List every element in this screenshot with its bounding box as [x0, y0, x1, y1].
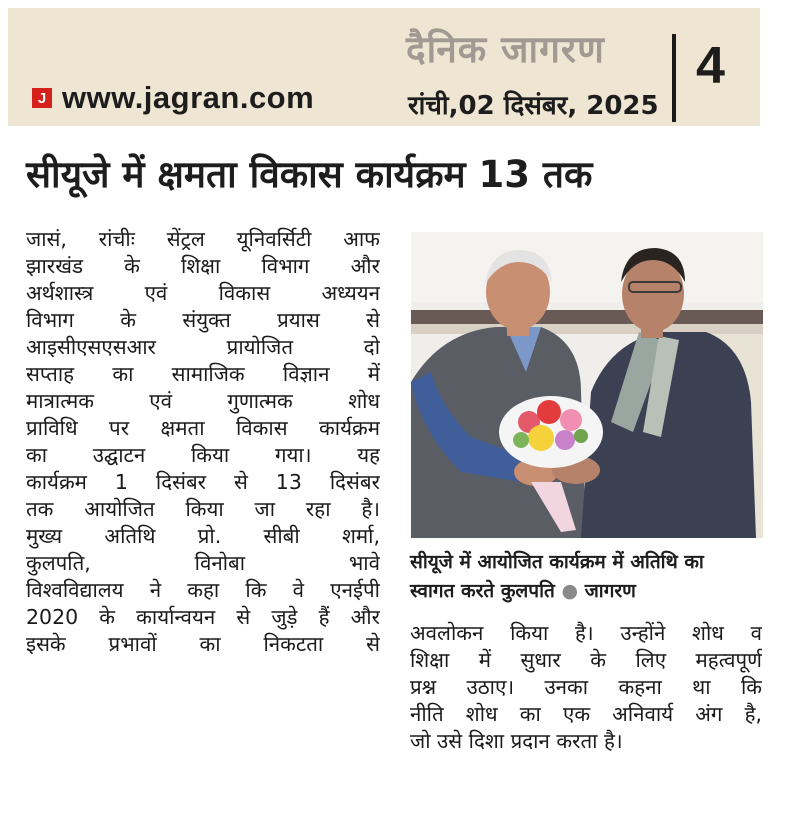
header-divider	[672, 34, 676, 122]
newspaper-header	[8, 8, 760, 126]
article-headline: सीयूजे में क्षमता विकास कार्यक्रम 13 तक	[26, 153, 593, 196]
article-text-line: अर्थशास्त्र एवं विकास अध्ययन	[26, 281, 380, 305]
article-text-line: तक आयोजित किया जा रहा है।	[26, 497, 380, 521]
article-text-line: विभाग के संयुक्त प्रयास से	[26, 308, 380, 332]
site-url: www.jagran.com	[62, 80, 315, 115]
article-text-line: सप्ताह का सामाजिक विज्ञान में	[26, 362, 380, 386]
article-text-line: आइसीएसएसआर प्रायोजित दो	[26, 335, 380, 359]
article-text-line: झारखंड के शिक्षा विभाग और	[26, 254, 380, 278]
photo-caption	[410, 548, 766, 606]
article-text-line: प्रश्न उठाए। उनका कहना था कि	[410, 675, 762, 699]
caption-line-2	[410, 577, 766, 606]
article-text-line: कुलपति, विनोबा भावे	[26, 551, 380, 575]
jagran-logo-icon: J	[32, 88, 52, 108]
site-branding	[32, 80, 314, 116]
article-body-right-column	[410, 620, 762, 755]
caption-line-1: सीयूजे में आयोजित कार्यक्रम में अतिथि का	[410, 551, 704, 573]
article-text-line: शिक्षा में सुधार के लिए महत्वपूर्ण	[410, 648, 762, 672]
article-text-line: प्राविधि पर क्षमता विकास कार्यक्रम	[26, 416, 380, 440]
article-text-line: मुख्य अतिथि प्रो. सीबी शर्मा,	[26, 524, 380, 548]
article-photo	[411, 232, 763, 538]
article-text-line: नीति शोध का एक अनिवार्य अंग है,	[410, 702, 762, 726]
photo-credit: जागरण	[584, 580, 636, 602]
article-body-left-column	[26, 226, 380, 658]
dateline: रांची,02 दिसंबर, 2025	[408, 91, 659, 121]
article-text-line: कार्यक्रम 1 दिसंबर से 13 दिसंबर	[26, 470, 380, 494]
article-text-line: 2020 के कार्यान्वयन से जुड़े हैं और	[26, 605, 380, 629]
article-text-line: मात्रात्मक एवं गुणात्मक शोध	[26, 389, 380, 413]
article-text-line: इसके प्रभावों का निकटता से	[26, 632, 380, 656]
article-text-line: अवलोकन किया है। उन्होंने शोध व	[410, 621, 762, 645]
masthead-title: दैनिक जागरण	[406, 28, 605, 71]
article-text-line: जासं, रांचीः सेंट्रल यूनिवर्सिटी आफ	[26, 227, 380, 251]
page-number: 4	[696, 37, 725, 95]
article-text-line: विश्वविद्यालय ने कहा कि वे एनईपी	[26, 578, 380, 602]
article-text-line: का उद्घाटन किया गया। यह	[26, 443, 380, 467]
article-text-line: जो उसे दिशा प्रदान करता है।	[410, 729, 623, 753]
bullet-icon: ●	[561, 580, 579, 602]
caption-text: स्वागत करते कुलपति	[410, 580, 555, 602]
event-photo-image	[411, 232, 763, 538]
